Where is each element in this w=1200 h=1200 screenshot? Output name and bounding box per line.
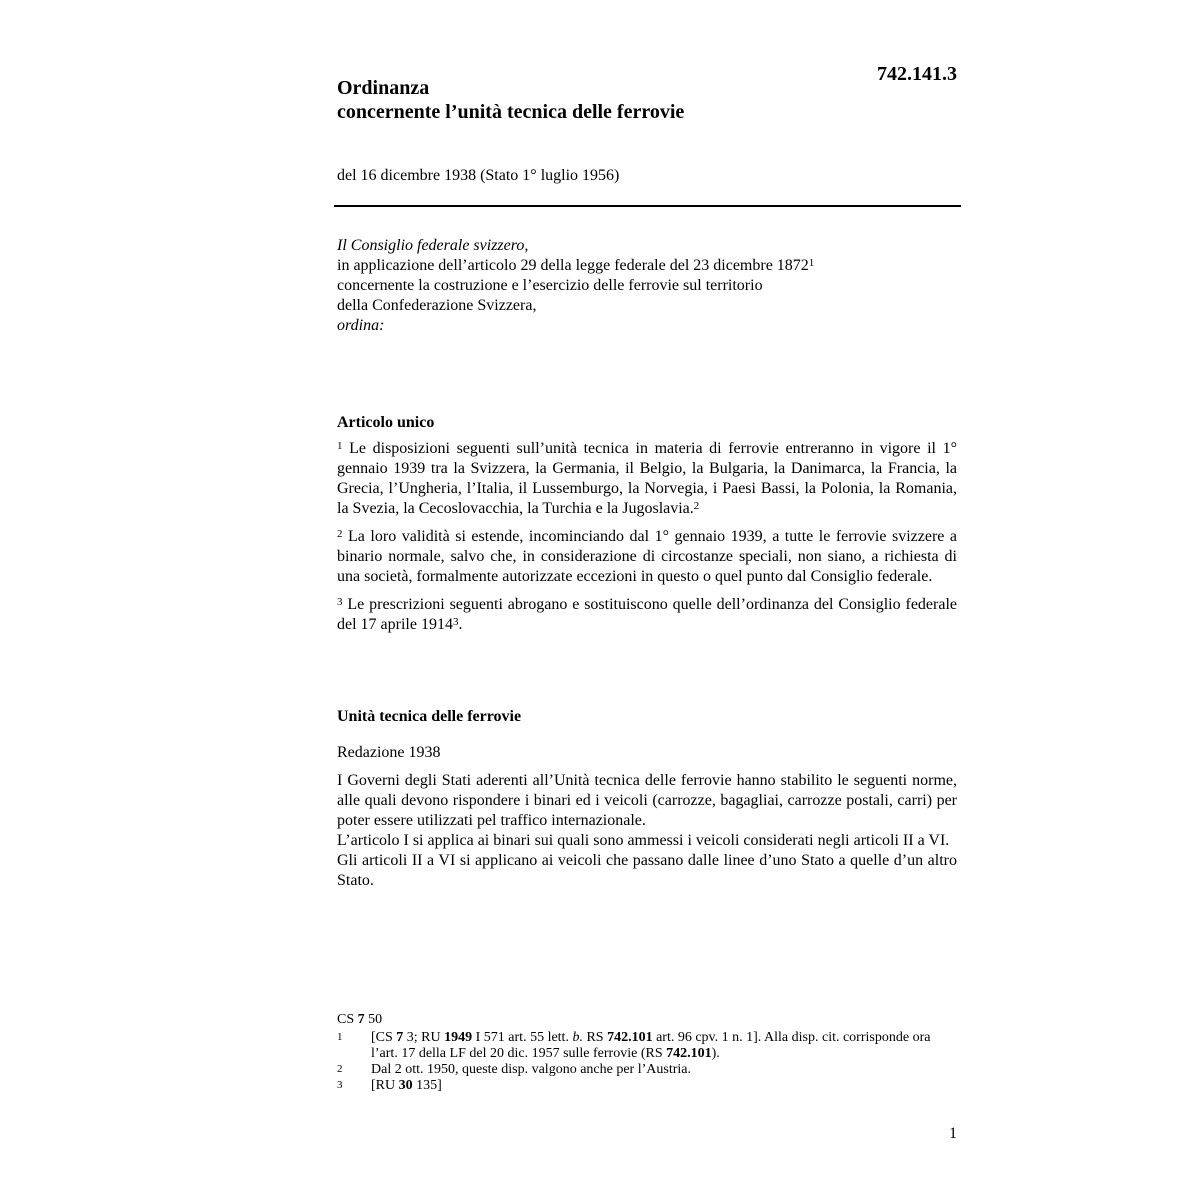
date-status-line: del 16 dicembre 1938 (Stato 1° luglio 1956) (337, 167, 620, 184)
article-paragraph-3-text: Le prescrizioni seguenti abrogano e sostituiscono quelle dell’ordinanza del Consiglio federale del 17 aprile 1914 (337, 596, 957, 633)
cs-reference (337, 1012, 957, 1028)
document-title (337, 76, 684, 124)
article-paragraph-1-text: Le disposizioni seguenti sull’unità tecnica in materia di ferrovie entreranno in vigore il 1° gennaio 1939 tra la Svizzera, la Germania, il Belgio, la Bulgaria, la Danimarca, la Francia, la Grecia, l’Ungheria, l’Italia, il Lussemburgo, la Norvegia, i Paesi Bassi, la Polonia, la Romania, la Svezia, la Cecoslovacchia, la Turchia e la Jugoslavia. (337, 440, 957, 517)
preamble-line-2: concernente la costruzione e l’esercizio delle ferrovie sul territorio (337, 277, 763, 294)
paragraph-number-2: 2 (337, 528, 343, 540)
sr-number: 742.141.3 (877, 63, 957, 85)
footnote-1-number: 1 (337, 1031, 343, 1043)
section-unita-tecnica (337, 707, 957, 891)
footnote-ref-2[interactable]: 2 (693, 500, 700, 512)
section-edition: Redazione 1938 (337, 744, 441, 761)
article-paragraph-3-end: . (458, 616, 463, 633)
footnote-2-text: Dal 2 ott. 1950, queste disp. valgono anche per l’Austria. (371, 1062, 691, 1077)
footnote-3 (337, 1078, 957, 1094)
cs-page: 50 (364, 1012, 383, 1027)
preamble (337, 236, 957, 336)
preamble-line-1-text: in applicazione dell’articolo 29 della legge federale del 23 dicembre 1872 (337, 257, 809, 274)
cs-volume: 7 (357, 1012, 365, 1027)
preamble-line-3: della Confederazione Svizzera, (337, 297, 537, 314)
article-paragraph-2-text: La loro validità si estende, incominciando dal 1° gennaio 1939, a tutte le ferrovie svizzere a binario normale, salvo che, in considerazione di circostanze speciali, non siano, a richiesta di una società, formalmente autorizzate eccezioni in questo o quel punto dal Consiglio federale. (337, 528, 958, 585)
footnote-1 (337, 1030, 957, 1062)
footnote-3-number: 3 (337, 1079, 343, 1091)
section-paragraph-3: Gli articoli II a VI si applicano ai veicoli che passano dalle linee d’uno Stato a quelle d’un altro Stato. (337, 852, 957, 889)
title-line-1: Ordinanza (337, 77, 430, 99)
header-divider (334, 205, 961, 207)
article-paragraph-3 (337, 595, 957, 635)
section-heading: Unità tecnica delle ferrovie (337, 708, 522, 725)
article-unico (337, 413, 957, 643)
footnote-1-text: [CS 7 3; RU 1949 I 571 art. 55 lett. b. RS 742.101 art. 96 cpv. 1 n. 1]. Alla disp. cit. corrisponde ora l’art. 17 della LF del 20 dic. 1957 sulle ferrovie (RS 742.101). (371, 1030, 931, 1061)
footnote-2 (337, 1062, 957, 1078)
title-line-2: concernente l’unità tecnica delle ferrovie (337, 101, 685, 123)
preamble-ordains: ordina: (337, 317, 385, 334)
footnote-ref-1[interactable]: 1 (808, 257, 815, 269)
page-number: 1 (949, 1125, 957, 1142)
section-paragraph-1: I Governi degli Stati aderenti all’Unità tecnica delle ferrovie hanno stabilito le seguenti norme, alle quali devono rispondere i binari ed i veicoli (carrozze, bagagliai, carrozze postali, carri) per poter essere utilizzati pel traffico internazionale. (337, 772, 957, 829)
article-paragraph-2 (337, 527, 957, 587)
paragraph-number-3: 3 (337, 596, 343, 608)
article-heading: Articolo unico (337, 414, 435, 431)
footnote-ref-3[interactable]: 3 (452, 616, 459, 628)
cs-prefix: CS (337, 1012, 358, 1027)
preamble-line-1 (337, 256, 957, 276)
section-paragraph-2: L’articolo I si applica ai binari sui quali sono ammessi i veicoli considerati negli articoli II a VI. (337, 832, 950, 849)
preamble-authority: Il Consiglio federale svizzero, (337, 237, 529, 254)
footnote-3-text: [RU 30 135] (371, 1078, 442, 1093)
footnotes (337, 1012, 957, 1094)
article-paragraph-1 (337, 439, 957, 519)
footnote-2-number: 2 (337, 1063, 343, 1075)
paragraph-number-1: 1 (337, 440, 343, 452)
